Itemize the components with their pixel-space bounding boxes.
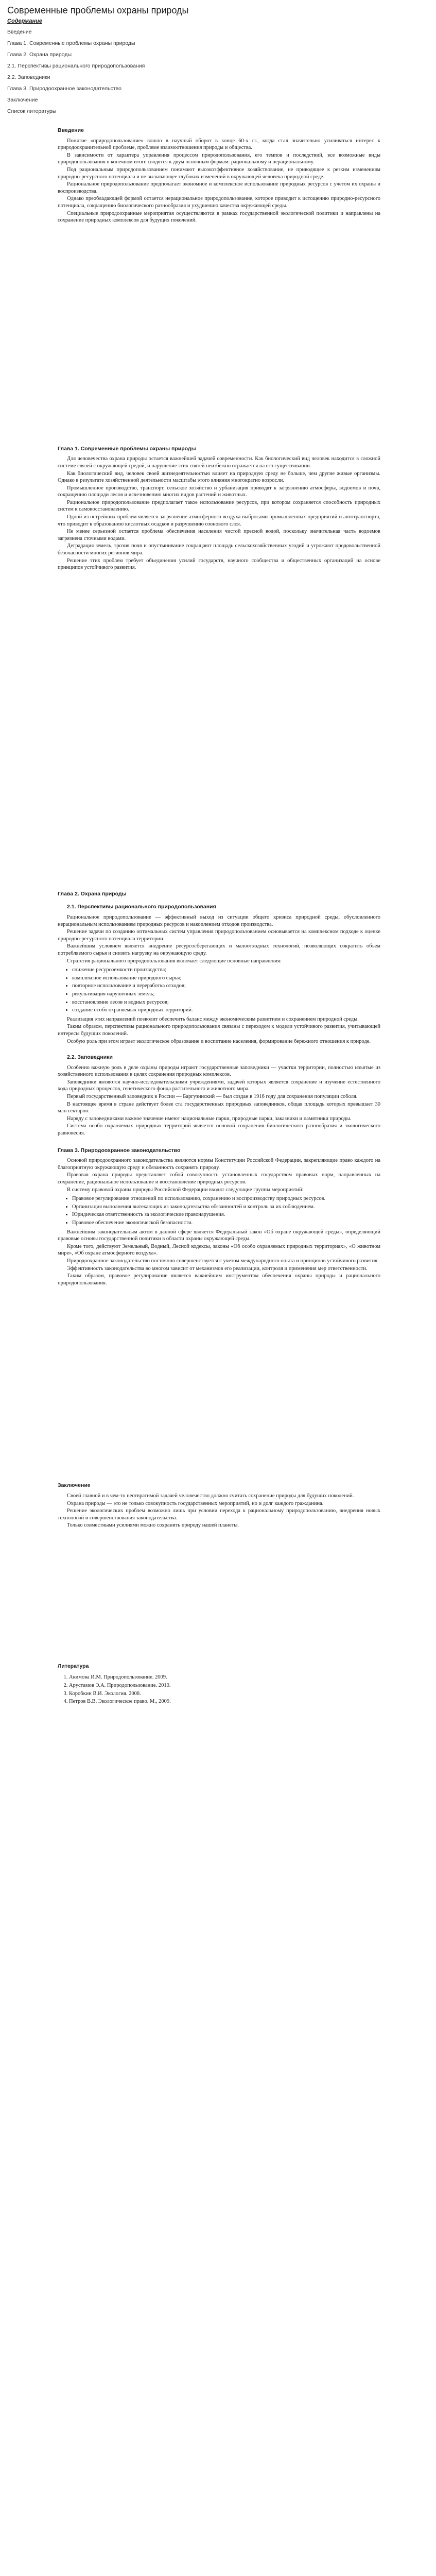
paragraph: Как биологический вид, человек своей жизнедеятельностью влияет на природную среду не больше, чем другие живые организмы. Однако в результате хозяйственной деятельности масштабы этого влияния многократно возросли. — [58, 470, 380, 484]
sub2-paragraphs — [58, 1064, 380, 1137]
sub1-bullet-list — [72, 967, 380, 1014]
paragraph: Важнейшим законодательным актом в данной сфере является Федеральный закон «Об охране окружающей среды», определяющий правовые основы государственной политики в области охраны окружающей среды. — [58, 1229, 380, 1242]
intro-paragraphs — [58, 138, 380, 224]
paragraph: Только совместными усилиями можно сохранить природу нашей планеты. — [67, 1522, 239, 1529]
bullet-item: • создание особо охраняемых природных территорий. — [72, 1007, 380, 1014]
chapter3-paragraphs-2 — [58, 1229, 380, 1287]
bullet-item: • Юридическая ответственность за экологические правонарушения. — [72, 1211, 380, 1218]
toc-item: Глава 3. Природоохранное законодательство — [7, 86, 121, 92]
page-title: Современные проблемы охраны природы — [7, 5, 189, 15]
paragraph: В систему правовой охраны природы Российской Федерации входят следующие группы мероприятий: — [67, 1187, 304, 1193]
paragraph: Таким образом, перспективы рационального природопользования связаны с переходом к модели устойчивого развития, учитывающей интересы будущих поколений. — [58, 1024, 380, 1037]
paragraph: Понятие «природопользование» вошло в научный оборот в конце 60-х гг., когда стал значительно усиливаться интерес к природоохранительной проблеме, проблеме взаимоотношения природы и общества. — [58, 138, 380, 151]
toc-item: 2.1. Перспективы рационального природопользования — [7, 63, 145, 69]
paragraph: Своей главной и в чем-то неотвратимой задачей человечество должно считать сохранение природы для будущих поколений. — [67, 1493, 354, 1499]
toc-list — [7, 26, 429, 117]
paragraph: Наряду с заповедниками важное значение имеют национальные парки, природные парки, заказники и памятники природы. — [67, 1115, 352, 1122]
toc-item: Список литературы — [7, 108, 57, 114]
paragraph: Важнейшим условием является внедрение ресурсосберегающих и малоотходных технологий, позволяющих сократить объем потребляемого сырья и снизить нагрузку на окружающую среду. — [58, 943, 380, 956]
paragraph: Особенно важную роль в деле охраны природы играют государственные заповедники — участки территории, полностью изъятые из хозяйственного использования в целях сохранения природных комплексов. — [58, 1064, 380, 1078]
section-heading: Глава 2. Охрана природы — [58, 890, 127, 897]
table-of-contents — [7, 26, 429, 117]
paragraph: Однако преобладающей формой остается нерациональное природопользование, которое приводит к истощению природно-ресурсного потенциала, сокращению биологического разнообразия и ухудшению качества окружающей среды. — [58, 196, 380, 209]
subsection-heading: 2.1. Перспективы рационального природопользования — [67, 904, 216, 910]
chapter3-bullet-list — [72, 1195, 380, 1226]
chapter1-paragraphs — [58, 455, 380, 571]
paragraph: Одной из острейших проблем является загрязнение атмосферного воздуха выбросами промышленных предприятий и автотранспорта, что приводит к образованию кислотных осадков и разрушению озонового слоя. — [58, 514, 380, 527]
toc-heading: Содержание — [7, 18, 42, 24]
paragraph: Для человечества охрана природы остается важнейшей задачей современности. Как биологический вид человек находится в сложной системе связей с окружающей средой, и нарушение этих связей неизбежно отражается на его существовании. — [58, 456, 380, 469]
paragraph: Особую роль при этом играет экологическое образование и воспитание населения, формирование бережного отношения к природе. — [67, 1038, 371, 1044]
paragraph: Специальные природоохранные мероприятия осуществляются в рамках государственной экологической политики и направлены на сохранение природных комплексов для будущих поколений. — [58, 210, 380, 224]
sub1-paragraphs-2 — [58, 1016, 380, 1045]
bullet-item: • рекультивация нарушенных земель; — [72, 991, 380, 998]
toc-item: Глава 2. Охрана природы — [7, 52, 72, 58]
section-heading: Литература — [58, 1663, 89, 1669]
paragraph: Первый государственный заповедник в России — Баргузинский — был создан в 1916 году для сохранения популяции соболя. — [67, 1094, 358, 1100]
bullet-item: • снижение ресурсоемкости производства; — [72, 967, 380, 974]
paragraph: Не менее серьезной остается проблема обеспечения населения чистой пресной водой, поскольку значительная часть водоемов загрязнена сточными водами. — [58, 529, 380, 541]
section-heading: Введение — [58, 127, 84, 133]
paragraph: Эффективность законодательства во многом зависит от механизмов его реализации, контроля и применения мер ответственности. — [67, 1265, 368, 1272]
reference-list — [69, 1674, 380, 1705]
paragraph: Система особо охраняемых природных территорий является основой сохранения биологического разнообразия и экологического равновесия. — [58, 1123, 380, 1137]
chapter3-paragraphs — [58, 1157, 380, 1193]
sub1-paragraphs — [58, 914, 380, 964]
paragraph: Правовая охрана природы представляет собой совокупность установленных государством правовых норм, направленных на сохранение, рациональное использование и восстановление природных ресурсов. — [58, 1172, 380, 1185]
reference-item: 4. Петров В.В. Экологическое право. М., 2009. — [69, 1698, 380, 1705]
section-intro — [58, 127, 380, 224]
paragraph: В зависимости от характера управления процессом природопользования, его темпов и последствий, все возможные виды природопользования в конечном итоге сводятся к двум основным формам: рациональному и нерациональному. — [58, 152, 380, 165]
paragraph: Рациональное природопользование предполагает экономное и комплексное использование природных ресурсов с учетом их охраны и воспроизводства. — [58, 181, 380, 194]
paragraph: Промышленное производство, транспорт, сельское хозяйство и урбанизация приводят к загрязнению атмосферы, водоемов и почв, сокращению площади лесов и исчезновению многих видов растений и животных. — [58, 485, 380, 498]
subsection-heading: 2.2. Заповедники — [67, 1054, 113, 1061]
paragraph: Деградация земель, эрозия почв и опустынивание сокращают площадь сельскохозяйственных угодий и угрожают продовольственной безопасности многих регионов мира. — [58, 543, 380, 556]
paragraph: Стратегия рационального природопользования включает следующие основные направления: — [67, 958, 282, 964]
section-chapter-1 — [58, 446, 380, 571]
paragraph: Рациональное природопользование предполагает такое использование ресурсов, при котором сохраняется способность природных систем к самовосстановлению. — [58, 499, 380, 513]
reference-item: 1. Акимова И.М. Природопользование. 2009. — [69, 1674, 380, 1681]
section-references — [58, 1663, 380, 1705]
paragraph: Под рациональным природопользованием понимают высокоэффективное хозяйствование, не приводящее к резким изменениям природно-ресурсного потенциала и не вызывающее глубоких изменений в окружающей человека природной среде. — [58, 166, 380, 180]
paragraph: Охрана природы — это не только совокупность государственных мероприятий, но и долг каждого гражданина. — [67, 1500, 324, 1506]
section-heading: Глава 3. Природоохранное законодательство — [58, 1147, 181, 1154]
bullet-item: • восстановление лесов и водных ресурсов; — [72, 999, 380, 1006]
toc-item: Введение — [7, 29, 32, 35]
section-chapter-2 — [58, 891, 380, 1137]
paragraph: Природоохранное законодательство постоянно совершенствуется с учетом международного опыта и принципов устойчивого развития. — [67, 1258, 379, 1264]
paragraph: В настоящее время в стране действует более ста государственных природных заповедников, общая площадь которых превышает 30 млн гектаров. — [58, 1101, 380, 1114]
paragraph: Основой природоохранного законодательства являются нормы Конституции Российской Федерации, закрепляющие право каждого на благоприятную окружающую среду и обязанность сохранять природу. — [58, 1158, 380, 1171]
paragraph: Реализация этих направлений позволит обеспечить баланс между экономическим развитием и сохранением природной среды. — [67, 1016, 359, 1022]
conclusion-paragraphs — [58, 1493, 380, 1529]
paragraph: Заповедники являются научно-исследовательскими учреждениями, задачей которых является сохранение и изучение естественного хода природных процессов, генетического фонда растительного и животного мира. — [58, 1079, 380, 1092]
reference-item: 3. Коробкин В.И. Экология. 2008. — [69, 1690, 380, 1698]
section-chapter-3 — [58, 1147, 380, 1287]
bullet-item: • Правовое обеспечение экологической безопасности. — [72, 1219, 380, 1227]
section-heading: Заключение — [58, 1482, 91, 1489]
paragraph: Кроме того, действуют Земельный, Водный, Лесной кодексы, законы «Об особо охраняемых природных территориях», «О животном мире», «Об охране атмосферного воздуха». — [58, 1243, 380, 1257]
paragraph: Решение задачи по созданию оптимальных систем управления природопользованием основывается на комплексном подходе к оценке природно-ресурсного потенциала территории. — [58, 929, 380, 942]
paragraph: Рациональное природопользование — эффективный выход из ситуации общего кризиса природной среды, обусловленного нерациональным использованием природных ресурсов и накоплением отходов производства. — [58, 914, 380, 927]
bullet-item: • Организация выполнения вытекающих из законодательства обязанностей и контроль за их соблюдением. — [72, 1204, 380, 1211]
bullet-item: • Правовое регулирование отношений по использованию, сохранению и воспроизводству природных ресурсов. — [72, 1195, 380, 1202]
bullet-item: • повторное использование и переработка отходов; — [72, 982, 380, 990]
document-body — [0, 127, 436, 1705]
toc-item: Глава 1. Современные проблемы охраны природы — [7, 40, 135, 46]
bullet-item: • комплексное использование природного сырья; — [72, 975, 380, 982]
toc-item: Заключение — [7, 97, 38, 103]
paragraph: Решение этих проблем требует объединения усилий государств, научного сообщества и общественных организаций на основе принципов устойчивого развития. — [58, 557, 380, 571]
section-conclusion — [58, 1482, 380, 1529]
toc-item: 2.2. Заповедники — [7, 74, 50, 80]
paragraph: Таким образом, правовое регулирование является важнейшим инструментом обеспечения охраны природы и рационального природопользования. — [58, 1273, 380, 1286]
section-heading: Глава 1. Современные проблемы охраны природы — [58, 445, 196, 452]
paragraph: Решение экологических проблем возможно лишь при условии перехода к рациональному природопользованию, внедрения новых технологий и совершенствования законодательства. — [58, 1508, 380, 1521]
reference-item: 2. Арустамов Э.А. Природопользование. 2010. — [69, 1682, 380, 1689]
